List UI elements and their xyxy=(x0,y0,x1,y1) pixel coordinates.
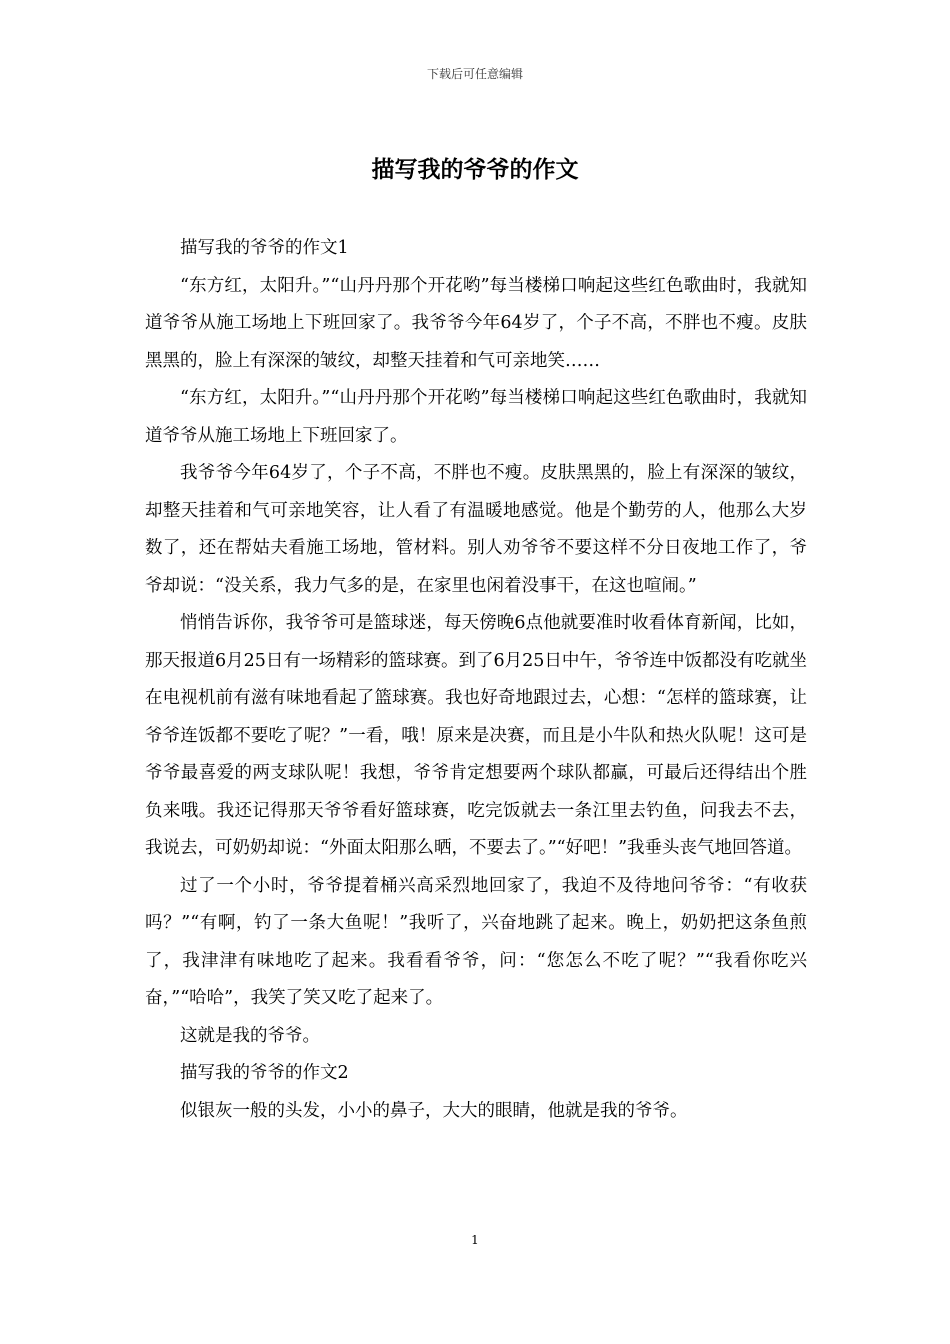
paragraph: 过了一个小时，爷爷提着桶兴高采烈地回家了，我迫不及待地问爷爷：“有收获吗？”“有啊，钓了一条大鱼呢！”我听了，兴奋地跳了起来。晚上，奶奶把这条鱼煎了，我津津有味地吃了起来。我看看爷爷，问：“您怎么不吃了呢？”“我看你吃兴奋，”“哈哈”，我笑了笑又吃了起来了。 xyxy=(145,875,807,1008)
paragraph: 悄悄告诉你，我爷爷可是篮球迷，每天傍晚6点他就要准时收看体育新闻，比如，那天报道6月25日有一场精彩的篮球赛。到了6月25日中午，爷爷连中饭都没有吃就坐在电视机前有滋有味地看起了篮球赛。我也好奇地跟过去，心想：“怎样的篮球赛，让爷爷连饭都不要吃了呢？”一看，哦！原来是决赛，而且是小牛队和热火队呢！这可是爷爷最喜爱的两支球队呢！我想，爷爷肯定想要两个球队都赢，可最后还得结出个胜负来哦。我还记得那天爷爷看好篮球赛，吃完饭就去一条江里去钓鱼，问我去不去，我说去，可奶奶却说：“外面太阳那么晒，不要去了。”“好吧！”我垂头丧气地回答道。 xyxy=(145,613,807,858)
paragraph: 这就是我的爷爷。 xyxy=(180,1025,320,1046)
paragraph: “东方红，太阳升。”“山丹丹那个开花哟”每当楼梯口响起这些红色歌曲时，我就知道爷爷从施工场地上下班回家了。我爷爷今年64岁了，个子不高，不胖也不瘦。皮肤黑黑的，脸上有深深的皱纹，却整天挂着和气可亲地笑…… xyxy=(145,275,807,371)
paragraph: 我爷爷今年64岁了，个子不高，不胖也不瘦。皮肤黑黑的，脸上有深深的皱纹，却整天挂着和气可亲地笑容，让人看了有温暖地感觉。他是个勤劳的人，他那么大岁数了，还在帮姑夫看施工场地，管材料。别人劝爷爷不要这样不分日夜地工作了，爷爷却说：“没关系，我力气多的是，在家里也闲着没事干，在这也喧闹。” xyxy=(145,463,807,596)
section-heading-1: 描写我的爷爷的作文1 xyxy=(180,238,349,258)
page-number: 1 xyxy=(471,1233,479,1247)
paragraph: “东方红，太阳升。”“山丹丹那个开花哟”每当楼梯口响起这些红色歌曲时，我就知道爷爷从施工场地上下班回家了。 xyxy=(145,388,807,446)
document-body xyxy=(145,230,807,1130)
section-heading-2: 描写我的爷爷的作文2 xyxy=(180,1063,349,1083)
paragraph: 似银灰一般的头发，小小的鼻子，大大的眼睛，他就是我的爷爷。 xyxy=(180,1100,688,1121)
document-title: 描写我的爷爷的作文 xyxy=(371,156,579,183)
header-note: 下载后可任意编辑 xyxy=(426,67,523,81)
